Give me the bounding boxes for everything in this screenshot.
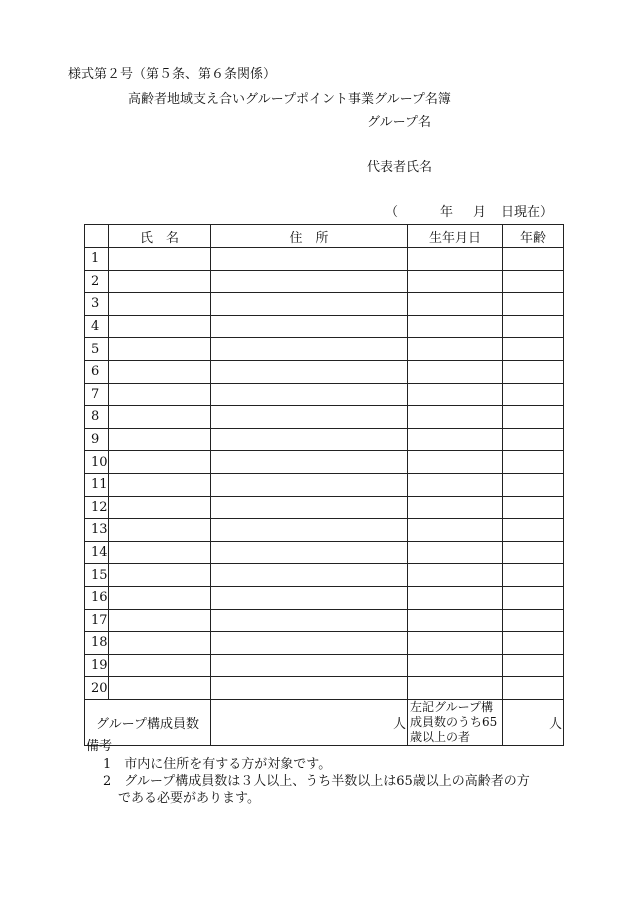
- age-cell[interactable]: [503, 406, 564, 429]
- name-cell[interactable]: [109, 315, 211, 338]
- address-cell[interactable]: [211, 248, 408, 271]
- age-cell[interactable]: [503, 473, 564, 496]
- table-row: [85, 406, 564, 429]
- age-cell[interactable]: [503, 360, 564, 383]
- table-row: [85, 315, 564, 338]
- table-row: [85, 338, 564, 361]
- elderly-count-label: 左記グループ構成員数のうち65歳以上の者: [408, 699, 503, 745]
- row-number: 19: [85, 654, 109, 677]
- address-cell[interactable]: [211, 496, 408, 519]
- elderly-count-unit: 人: [548, 716, 562, 732]
- birthdate-cell[interactable]: [408, 473, 503, 496]
- name-cell[interactable]: [109, 654, 211, 677]
- address-cell[interactable]: [211, 609, 408, 632]
- age-cell[interactable]: [503, 451, 564, 474]
- birthdate-cell[interactable]: [408, 293, 503, 316]
- member-count-unit: 人: [392, 716, 406, 732]
- address-cell[interactable]: [211, 383, 408, 406]
- row-number: 17: [85, 609, 109, 632]
- table-row: [85, 428, 564, 451]
- representative-name-label: 代表者氏名: [367, 160, 433, 175]
- address-cell[interactable]: [211, 519, 408, 542]
- table-row: [85, 473, 564, 496]
- name-cell[interactable]: [109, 541, 211, 564]
- age-cell[interactable]: [503, 654, 564, 677]
- address-cell[interactable]: [211, 315, 408, 338]
- table-row: [85, 564, 564, 587]
- address-cell[interactable]: [211, 586, 408, 609]
- age-cell[interactable]: [503, 677, 564, 700]
- name-cell[interactable]: [109, 496, 211, 519]
- birthdate-cell[interactable]: [408, 632, 503, 655]
- birthdate-cell[interactable]: [408, 541, 503, 564]
- name-cell[interactable]: [109, 428, 211, 451]
- birthdate-cell[interactable]: [408, 451, 503, 474]
- summary-row: [85, 699, 564, 745]
- row-number: 4: [85, 315, 109, 338]
- row-number: 5: [85, 338, 109, 361]
- name-cell[interactable]: [109, 270, 211, 293]
- address-cell[interactable]: [211, 473, 408, 496]
- row-number: 1: [85, 248, 109, 271]
- name-cell[interactable]: [109, 586, 211, 609]
- row-number: 3: [85, 293, 109, 316]
- note-item-continuation: である必要があります。: [118, 791, 260, 806]
- table-row: [85, 496, 564, 519]
- row-number: 2: [85, 270, 109, 293]
- name-cell[interactable]: [109, 632, 211, 655]
- header-age: 年齢: [503, 225, 564, 248]
- age-cell[interactable]: [503, 315, 564, 338]
- name-cell[interactable]: [109, 451, 211, 474]
- table-row: [85, 293, 564, 316]
- birthdate-cell[interactable]: [408, 315, 503, 338]
- table-header-row: [85, 225, 564, 248]
- address-cell[interactable]: [211, 632, 408, 655]
- birthdate-cell[interactable]: [408, 270, 503, 293]
- address-cell[interactable]: [211, 564, 408, 587]
- birthdate-cell[interactable]: [408, 248, 503, 271]
- birthdate-cell[interactable]: [408, 654, 503, 677]
- table-row: [85, 248, 564, 271]
- age-cell[interactable]: [503, 609, 564, 632]
- table-row: [85, 632, 564, 655]
- group-name-label: グループ名: [367, 115, 431, 130]
- table-row: [85, 270, 564, 293]
- name-cell[interactable]: [109, 248, 211, 271]
- birthdate-cell[interactable]: [408, 609, 503, 632]
- age-cell[interactable]: [503, 564, 564, 587]
- birthdate-cell[interactable]: [408, 406, 503, 429]
- row-number: 16: [85, 586, 109, 609]
- table-row: [85, 586, 564, 609]
- name-cell[interactable]: [109, 564, 211, 587]
- birthdate-cell[interactable]: [408, 360, 503, 383]
- table-row: [85, 451, 564, 474]
- address-cell[interactable]: [211, 360, 408, 383]
- age-cell[interactable]: [503, 293, 564, 316]
- row-number: 18: [85, 632, 109, 655]
- birthdate-cell[interactable]: [408, 428, 503, 451]
- table-row: [85, 609, 564, 632]
- row-number: 7: [85, 383, 109, 406]
- form-number: 様式第２号（第５条、第６条関係）: [68, 67, 277, 82]
- table-row: [85, 519, 564, 542]
- as-of-open-paren: （: [385, 205, 399, 220]
- row-number: 14: [85, 541, 109, 564]
- note-item: 1 市内に住所を有する方が対象です。: [103, 757, 332, 772]
- address-cell[interactable]: [211, 338, 408, 361]
- row-number: 11: [85, 473, 109, 496]
- address-cell[interactable]: [211, 451, 408, 474]
- name-cell[interactable]: [109, 293, 211, 316]
- elderly-count-field[interactable]: [503, 699, 564, 745]
- member-roster-table: [84, 224, 564, 746]
- address-cell[interactable]: [211, 654, 408, 677]
- age-cell[interactable]: [503, 496, 564, 519]
- age-cell[interactable]: [503, 428, 564, 451]
- as-of-year: 年: [440, 205, 454, 220]
- birthdate-cell[interactable]: [408, 519, 503, 542]
- table-row: [85, 383, 564, 406]
- address-cell[interactable]: [211, 428, 408, 451]
- row-number: 6: [85, 360, 109, 383]
- member-count-label: グループ構成員数: [85, 699, 211, 745]
- header-birthdate: 生年月日: [408, 225, 503, 248]
- address-cell[interactable]: [211, 270, 408, 293]
- name-cell[interactable]: [109, 338, 211, 361]
- table-row: [85, 677, 564, 700]
- name-cell[interactable]: [109, 383, 211, 406]
- table-row: [85, 360, 564, 383]
- notes-title: 備考: [86, 739, 113, 754]
- header-number: [85, 225, 109, 248]
- row-number: 9: [85, 428, 109, 451]
- name-cell[interactable]: [109, 609, 211, 632]
- row-number: 12: [85, 496, 109, 519]
- birthdate-cell[interactable]: [408, 564, 503, 587]
- document-title: 高齢者地域支え合いグループポイント事業グループ名簿: [128, 92, 451, 107]
- age-cell[interactable]: [503, 632, 564, 655]
- row-number: 20: [85, 677, 109, 700]
- name-cell[interactable]: [109, 677, 211, 700]
- address-cell[interactable]: [211, 677, 408, 700]
- birthdate-cell[interactable]: [408, 496, 503, 519]
- row-number: 13: [85, 519, 109, 542]
- note-item: 2 グループ構成員数は３人以上、うち半数以上は65歳以上の高齢者の方: [103, 774, 530, 789]
- table-row: [85, 654, 564, 677]
- age-cell[interactable]: [503, 248, 564, 271]
- as-of-day: 日現在）: [501, 205, 554, 220]
- age-cell[interactable]: [503, 519, 564, 542]
- address-cell[interactable]: [211, 293, 408, 316]
- header-address: 住 所: [211, 225, 408, 248]
- name-cell[interactable]: [109, 360, 211, 383]
- header-name: 氏 名: [109, 225, 211, 248]
- name-cell[interactable]: [109, 519, 211, 542]
- age-cell[interactable]: [503, 541, 564, 564]
- name-cell[interactable]: [109, 473, 211, 496]
- age-cell[interactable]: [503, 586, 564, 609]
- age-cell[interactable]: [503, 383, 564, 406]
- birthdate-cell[interactable]: [408, 586, 503, 609]
- age-cell[interactable]: [503, 270, 564, 293]
- address-cell[interactable]: [211, 406, 408, 429]
- name-cell[interactable]: [109, 406, 211, 429]
- row-number: 10: [85, 451, 109, 474]
- row-number: 8: [85, 406, 109, 429]
- table-row: [85, 541, 564, 564]
- as-of-month: 月: [473, 205, 487, 220]
- address-cell[interactable]: [211, 541, 408, 564]
- birthdate-cell[interactable]: [408, 338, 503, 361]
- row-number: 15: [85, 564, 109, 587]
- member-count-field[interactable]: [211, 699, 408, 745]
- birthdate-cell[interactable]: [408, 383, 503, 406]
- age-cell[interactable]: [503, 338, 564, 361]
- birthdate-cell[interactable]: [408, 677, 503, 700]
